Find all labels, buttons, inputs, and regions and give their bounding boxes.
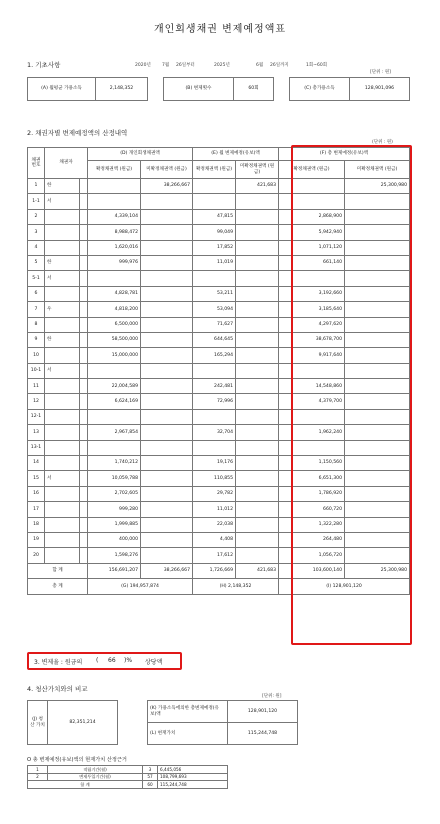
d-unconfirmed: [141, 440, 193, 455]
basic-info-table: [27, 77, 410, 101]
e-confirmed: [193, 271, 236, 286]
creditor-no: 5: [28, 255, 45, 270]
creditor-name: [45, 348, 80, 363]
e-unconfirmed: [236, 302, 279, 317]
d-confirmed: 999,280: [88, 502, 141, 517]
d-confirmed: 6,624,169: [88, 394, 141, 409]
e-unconfirmed: [236, 502, 279, 517]
d-confirmed: [88, 409, 141, 424]
creditor-suffix: [80, 409, 88, 424]
d-unconfirmed: [141, 271, 193, 286]
creditor-suffix: [80, 517, 88, 532]
e-confirmed: 110,855: [193, 471, 236, 486]
d-confirmed: 15,000,000: [88, 348, 141, 363]
d-confirmed: 4,339,104: [88, 209, 141, 224]
e-unconfirmed: [236, 363, 279, 378]
d-unconfirmed: [141, 517, 193, 532]
creditor-no: 14: [28, 456, 45, 471]
l-value: 115,244,748: [228, 723, 298, 745]
basis-sum-months: 60: [143, 781, 158, 789]
creditor-name: [45, 209, 80, 224]
f-confirmed: 4,379,700: [279, 394, 345, 409]
e-unconfirmed: [236, 209, 279, 224]
creditor-suffix: [80, 209, 88, 224]
d-unconfirmed: [141, 486, 193, 501]
d-unconfirmed: [141, 363, 193, 378]
col-f: (F) 총 변제예정(유보)액: [279, 148, 410, 161]
d-confirmed: 999,976: [88, 255, 141, 270]
creditor-no: 16: [28, 486, 45, 501]
e-unconfirmed: 421,683: [236, 179, 279, 194]
creditor-suffix: [80, 348, 88, 363]
creditor-no: 12-1: [28, 409, 45, 424]
k-value: 128,901,120: [228, 701, 298, 723]
d-unconfirmed: [141, 502, 193, 517]
creditor-name: [45, 225, 80, 240]
d-confirmed: [88, 271, 141, 286]
e-confirmed: 11,012: [193, 502, 236, 517]
creditor-no: 2: [28, 209, 45, 224]
comparison-table: [27, 700, 298, 745]
e-confirmed: 32,704: [193, 425, 236, 440]
creditor-suffix: [80, 240, 88, 255]
sum-d-confirmed: 156,691,207: [88, 563, 141, 578]
d-unconfirmed: [141, 286, 193, 301]
creditor-name: 서: [45, 271, 80, 286]
f-confirmed: 3,192,660: [279, 286, 345, 301]
creditor-name: [45, 440, 80, 455]
e-confirmed: 22,038: [193, 517, 236, 532]
d-unconfirmed: [141, 456, 193, 471]
sum-d-unconfirmed: 38,266,667: [141, 563, 193, 578]
e-unconfirmed: [236, 225, 279, 240]
e-unconfirmed: [236, 271, 279, 286]
e-confirmed: 47,815: [193, 209, 236, 224]
creditor-name: [45, 502, 80, 517]
d-unconfirmed: [141, 379, 193, 394]
col-d-confirmed: 확정채권액 (원금): [88, 161, 141, 179]
creditor-suffix: [80, 502, 88, 517]
d-confirmed: 10,059,788: [88, 471, 141, 486]
creditor-suffix: [80, 255, 88, 270]
e-confirmed: 4,408: [193, 532, 236, 547]
creditor-no: 1-1: [28, 194, 45, 209]
rate-open: (: [96, 657, 99, 664]
creditor-no: 7: [28, 302, 45, 317]
f-unconfirmed: 25,300,980: [345, 179, 410, 194]
col-creditor: 채권자: [45, 148, 88, 179]
creditor-no: 6: [28, 286, 45, 301]
creditor-suffix: [80, 286, 88, 301]
creditor-name: 서: [45, 194, 80, 209]
e-unconfirmed: [236, 532, 279, 547]
sum-e-confirmed: 1,726,669: [193, 563, 236, 578]
section2-unit: (단위 : 원): [372, 140, 393, 145]
col-e-unconfirmed: 미확정채권액 (원금): [236, 161, 279, 179]
creditor-suffix: [80, 471, 88, 486]
d-unconfirmed: [141, 302, 193, 317]
f-column-highlight: [291, 145, 412, 645]
basis-amount: 108,799,693: [158, 773, 228, 781]
creditor-name: [45, 486, 80, 501]
creditor-no: 5-1: [28, 271, 45, 286]
creditor-suffix: [80, 486, 88, 501]
creditor-no: 13: [28, 425, 45, 440]
payment-count-label: (B) 변제횟수: [164, 78, 234, 101]
d-unconfirmed: [141, 348, 193, 363]
f-confirmed: 9,917,640: [279, 348, 345, 363]
creditor-name: [45, 409, 80, 424]
d-confirmed: 6,500,000: [88, 317, 141, 332]
creditor-no: 11: [28, 379, 45, 394]
col-d-unconfirmed: 미확정채권액 (원금): [141, 161, 193, 179]
creditor-suffix: [80, 394, 88, 409]
creditor-suffix: [80, 532, 88, 547]
e-confirmed: 53,211: [193, 286, 236, 301]
f-confirmed: 6,651,300: [279, 471, 345, 486]
rate-suffix: 상당액: [145, 659, 163, 666]
avg-income-value: 2,148,352: [96, 78, 148, 101]
e-unconfirmed: [236, 194, 279, 209]
d-unconfirmed: [141, 332, 193, 347]
d-unconfirmed: 38,266,667: [141, 179, 193, 194]
creditor-name: [45, 548, 80, 563]
d-confirmed: 22,004,589: [88, 379, 141, 394]
creditor-suffix: [80, 440, 88, 455]
e-unconfirmed: [236, 255, 279, 270]
list-item: [28, 766, 228, 774]
list-item: [28, 773, 228, 781]
creditor-name: [45, 394, 80, 409]
basis-sum-label: 합 계: [28, 781, 143, 789]
creditor-suffix: [80, 271, 88, 286]
creditor-name: [45, 517, 80, 532]
d-unconfirmed: [141, 394, 193, 409]
creditor-suffix: [80, 456, 88, 471]
e-unconfirmed: [236, 548, 279, 563]
creditor-no: 4: [28, 240, 45, 255]
e-confirmed: [193, 363, 236, 378]
creditor-name: [45, 456, 80, 471]
creditor-name: 한: [45, 255, 80, 270]
creditor-name: [45, 317, 80, 332]
creditor-name: 한: [45, 332, 80, 347]
l-label: (L) 현재가치: [148, 723, 228, 745]
f-confirmed: 14,548,860: [279, 379, 345, 394]
d-unconfirmed: [141, 317, 193, 332]
d-unconfirmed: [141, 194, 193, 209]
creditor-no: 15: [28, 471, 45, 486]
period-end-month: 6월: [256, 63, 264, 68]
sum-label: 합 계: [28, 563, 88, 578]
d-confirmed: 4,828,781: [88, 286, 141, 301]
creditor-no: 17: [28, 502, 45, 517]
period-count: 1회~60회: [306, 63, 328, 68]
e-unconfirmed: [236, 348, 279, 363]
e-confirmed: [193, 194, 236, 209]
col-f-confirmed: 확정채권액 (원금): [279, 161, 345, 179]
d-confirmed: 1,740,212: [88, 456, 141, 471]
f-confirmed: 1,071,120: [279, 240, 345, 255]
section1-heading: 1. 기초사항: [27, 61, 61, 69]
rate-close: )%: [124, 657, 133, 664]
f-confirmed: 264,480: [279, 532, 345, 547]
creditor-suffix: [80, 302, 88, 317]
creditor-no: 8: [28, 317, 45, 332]
creditor-suffix: [80, 363, 88, 378]
section1-unit: [단위 : 원]: [370, 70, 391, 75]
creditor-no: 10: [28, 348, 45, 363]
creditor-suffix: [80, 225, 88, 240]
liquidation-value: 82,351,214: [48, 701, 118, 745]
e-unconfirmed: [236, 440, 279, 455]
d-unconfirmed: [141, 471, 193, 486]
creditor-name: [45, 532, 80, 547]
d-unconfirmed: [141, 225, 193, 240]
e-unconfirmed: [236, 425, 279, 440]
basis-months: 3: [143, 766, 158, 774]
f-confirmed: 1,962,240: [279, 425, 345, 440]
total-income-label: (C) 총가용소득: [290, 78, 350, 101]
creditor-name: 서: [45, 471, 80, 486]
d-confirmed: 1,999,885: [88, 517, 141, 532]
d-unconfirmed: [141, 209, 193, 224]
col-e: (E) 월 변제예정(유보)액: [193, 148, 279, 161]
total-h: (H) 2,148,352: [193, 579, 279, 594]
page-title: 개인회생채권 변제예정액표: [153, 24, 287, 35]
e-confirmed: 19,176: [193, 456, 236, 471]
e-confirmed: 29,782: [193, 486, 236, 501]
f-confirmed: 660,720: [279, 502, 345, 517]
k-label: (K) 가용소득에의한 총변제예정(유보)액: [148, 701, 228, 723]
d-confirmed: 8,988,472: [88, 225, 141, 240]
basis-no: 1: [28, 766, 48, 774]
e-unconfirmed: [236, 394, 279, 409]
liquidation-label: (J) 청산 가치: [28, 701, 48, 745]
d-unconfirmed: [141, 409, 193, 424]
col-f-unconfirmed: 미확정채권액 (원금): [345, 161, 410, 179]
total-label: 총 계: [28, 579, 88, 594]
section2-heading: 2. 채권자별 변제예정액의 산정내역: [27, 129, 128, 137]
creditor-name: [45, 425, 80, 440]
e-confirmed: 165,294: [193, 348, 236, 363]
creditor-no: 18: [28, 517, 45, 532]
payment-count-value: 60회: [234, 78, 274, 101]
period-start-month: 7월: [162, 63, 170, 68]
d-unconfirmed: [141, 532, 193, 547]
e-unconfirmed: [236, 409, 279, 424]
d-confirmed: [88, 179, 141, 194]
basis-label: 변제투입기간(월): [48, 773, 143, 781]
d-confirmed: 1,598,276: [88, 548, 141, 563]
creditor-name: [45, 240, 80, 255]
f-confirmed: 3,185,640: [279, 302, 345, 317]
creditor-name: 서: [45, 363, 80, 378]
e-unconfirmed: [236, 317, 279, 332]
col-d: (D) 개인회생채권액: [88, 148, 193, 161]
f-confirmed: 1,056,720: [279, 548, 345, 563]
creditor-no: 10-1: [28, 363, 45, 378]
creditor-no: 13-1: [28, 440, 45, 455]
creditor-suffix: [80, 332, 88, 347]
d-confirmed: 2,967,854: [88, 425, 141, 440]
col-e-confirmed: 확정채권액 (원금): [193, 161, 236, 179]
creditor-no: 1: [28, 179, 45, 194]
sum-f-confirmed: 103,600,140: [279, 563, 345, 578]
period-start-year: 2020년: [135, 63, 151, 68]
f-confirmed: 38,678,700: [279, 332, 345, 347]
e-confirmed: 242,481: [193, 379, 236, 394]
e-confirmed: 72,996: [193, 394, 236, 409]
col-no: 채권 번호: [28, 148, 45, 179]
d-confirmed: 58,500,000: [88, 332, 141, 347]
f-confirmed: 1,322,280: [279, 517, 345, 532]
creditor-suffix: [80, 425, 88, 440]
creditor-name: 우: [45, 302, 80, 317]
e-confirmed: 71,627: [193, 317, 236, 332]
e-confirmed: [193, 440, 236, 455]
avg-income-label: (A) 월평균 가용소득: [28, 78, 96, 101]
sum-e-unconfirmed: 421,683: [236, 563, 279, 578]
sum-f-unconfirmed: 25,300,980: [345, 563, 410, 578]
e-confirmed: 17,612: [193, 548, 236, 563]
e-confirmed: 53,094: [193, 302, 236, 317]
f-confirmed: 2,868,900: [279, 209, 345, 224]
d-confirmed: [88, 440, 141, 455]
creditor-suffix: [80, 548, 88, 563]
f-confirmed: 4,297,620: [279, 317, 345, 332]
creditor-suffix: [80, 194, 88, 209]
basis-amount: 6,445,056: [158, 766, 228, 774]
e-unconfirmed: [236, 486, 279, 501]
period-end-year: 2025년: [214, 63, 230, 68]
e-confirmed: 17,852: [193, 240, 236, 255]
f-confirmed: 5,942,940: [279, 225, 345, 240]
section4-unit: [단위: 원]: [262, 694, 282, 699]
creditor-name: [45, 379, 80, 394]
d-confirmed: 1,620,016: [88, 240, 141, 255]
section4-heading: 4. 청산가치와의 비교: [27, 685, 88, 693]
creditor-no: 20: [28, 548, 45, 563]
e-unconfirmed: [236, 471, 279, 486]
d-confirmed: 2,702,605: [88, 486, 141, 501]
total-g: (G) 194,957,874: [88, 579, 193, 594]
rate-label: 3. 변제율 : 원금의: [34, 659, 83, 666]
creditor-no: 19: [28, 532, 45, 547]
e-confirmed: [193, 409, 236, 424]
creditor-suffix: [80, 317, 88, 332]
d-confirmed: 4,818,200: [88, 302, 141, 317]
creditor-no: 9: [28, 332, 45, 347]
basis-label: 적립기간(월): [48, 766, 143, 774]
basis-months: 57: [143, 773, 158, 781]
creditor-name: 한: [45, 179, 80, 194]
period-start-day: 26일부터: [176, 63, 195, 68]
total-i: (I) 128,901,120: [279, 579, 410, 594]
e-confirmed: 99,049: [193, 225, 236, 240]
d-unconfirmed: [141, 548, 193, 563]
d-confirmed: 400,000: [88, 532, 141, 547]
total-income-value: 128,901,096: [350, 78, 410, 101]
e-unconfirmed: [236, 332, 279, 347]
e-unconfirmed: [236, 240, 279, 255]
creditor-suffix: [80, 179, 88, 194]
e-confirmed: 11,019: [193, 255, 236, 270]
creditor-no: 3: [28, 225, 45, 240]
f-confirmed: 1,150,560: [279, 456, 345, 471]
creditor-suffix: [80, 379, 88, 394]
present-value-table: [27, 765, 228, 789]
e-unconfirmed: [236, 517, 279, 532]
basis-sum-amount: 115,244,748: [158, 781, 228, 789]
f-confirmed: 661,140: [279, 255, 345, 270]
d-unconfirmed: [141, 425, 193, 440]
d-unconfirmed: [141, 255, 193, 270]
e-confirmed: [193, 179, 236, 194]
e-unconfirmed: [236, 379, 279, 394]
e-confirmed: 644,645: [193, 332, 236, 347]
e-unconfirmed: [236, 286, 279, 301]
creditor-no: 12: [28, 394, 45, 409]
d-confirmed: [88, 363, 141, 378]
f-confirmed: 1,786,920: [279, 486, 345, 501]
period-end-day: 26일까지: [270, 63, 289, 68]
creditor-name: [45, 286, 80, 301]
d-confirmed: [88, 194, 141, 209]
basis-no: 2: [28, 773, 48, 781]
d-unconfirmed: [141, 240, 193, 255]
section5-heading: O 총 변제예정(유보)액의 현재가치 산정근거: [27, 757, 127, 763]
e-unconfirmed: [236, 456, 279, 471]
rate-value: 66: [108, 657, 116, 664]
